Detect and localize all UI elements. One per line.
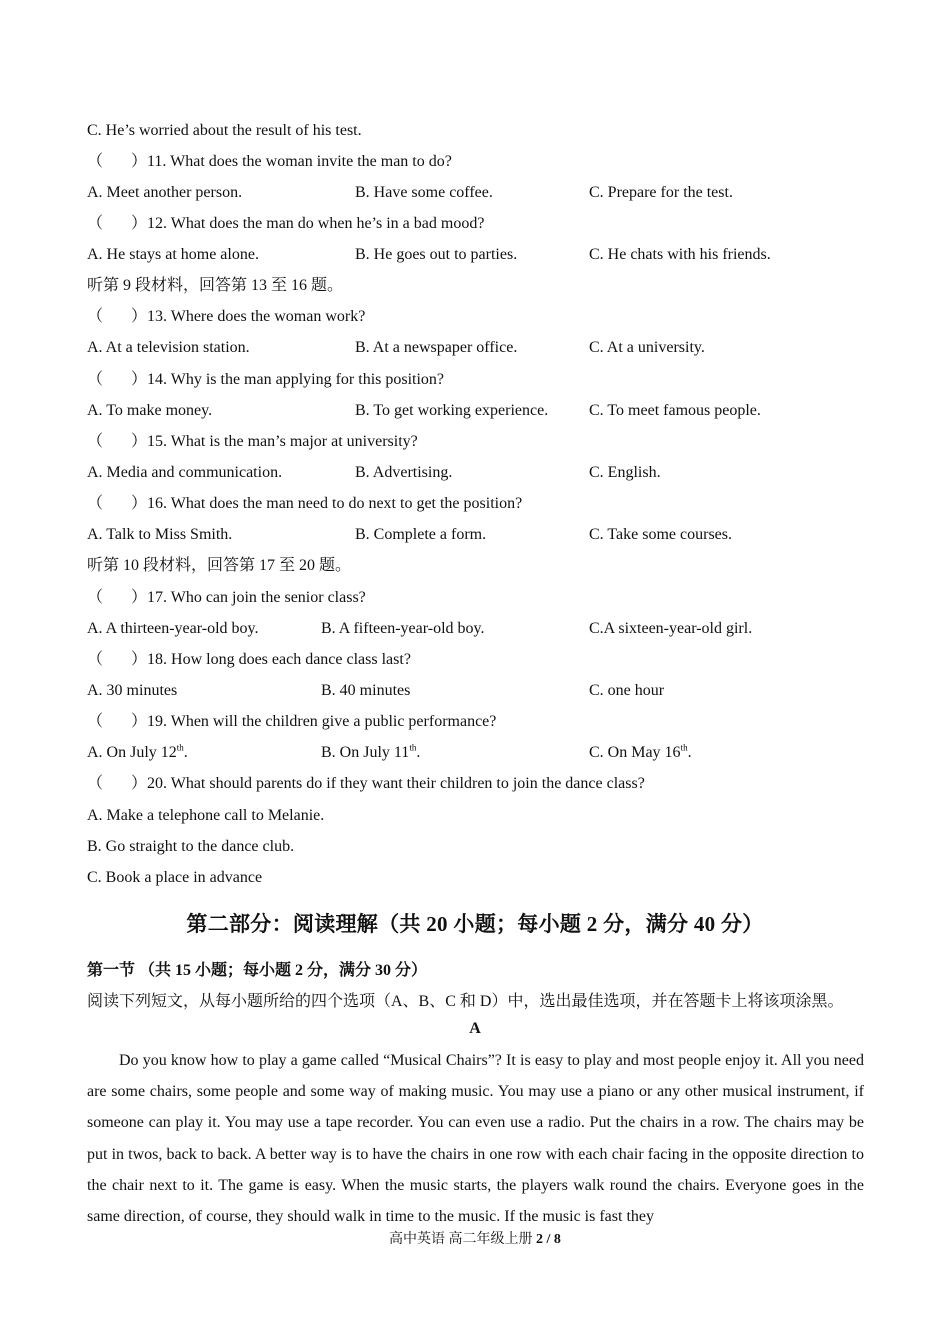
reading-instruction: 阅读下列短文，从每小题所给的四个选项（A、B、C 和 D）中，选出最佳选项，并在答题卡上将该项涂黑。 <box>87 993 844 1010</box>
question-17: （ ）17. Who can join the senior class? <box>87 589 366 606</box>
question-13: （ ）13. Where does the woman work? <box>87 308 366 325</box>
option-12a: A. He stays at home alone. <box>87 246 259 263</box>
option-20b: B. Go straight to the dance club. <box>87 838 295 855</box>
option-19c: C. On May 16th. <box>589 742 692 761</box>
passage-letter: A <box>469 1020 481 1037</box>
option-13a: A. At a television station. <box>87 339 250 356</box>
option-14b: B. To get working experience. <box>355 402 549 419</box>
option-15a: A. Media and communication. <box>87 464 283 481</box>
option-15b: B. Advertising. <box>355 464 453 481</box>
question-text: 14. Why is the man applying for this position? <box>147 371 445 388</box>
question-text: 20. What should parents do if they want their children to join the dance class? <box>147 775 645 792</box>
option-16a: A. Talk to Miss Smith. <box>87 526 233 543</box>
question-16: （ ）16. What does the man need to do next to get the position? <box>87 495 523 512</box>
question-12: （ ）12. What does the man do when he’s in a bad mood? <box>87 215 485 232</box>
option-19a: A. On July 12th. <box>87 742 188 761</box>
option-17a: A. A thirteen-year-old boy. <box>87 620 259 637</box>
question-18: （ ）18. How long does each dance class last? <box>87 651 411 668</box>
question-14: （ ）14. Why is the man applying for this position? <box>87 371 445 388</box>
line-c10: C. He’s worried about the result of his test. <box>87 122 362 139</box>
option-20a: A. Make a telephone call to Melanie. <box>87 807 325 824</box>
question-text: 15. What is the man’s major at university? <box>147 433 418 450</box>
question-text: 16. What does the man need to do next to get the position? <box>147 495 523 512</box>
question-19: （ ）19. When will the children give a public performance? <box>87 713 497 730</box>
option-14a: A. To make money. <box>87 402 213 419</box>
section1-heading: 第一节 （共 15 小题；每小题 2 分，满分 30 分） <box>87 962 428 979</box>
option-13b: B. At a newspaper office. <box>355 339 518 356</box>
question-20: （ ）20. What should parents do if they want their children to join the dance class? <box>87 775 645 792</box>
question-15: （ ）15. What is the man’s major at university? <box>87 433 418 450</box>
option-12c: C. He chats with his friends. <box>589 246 771 263</box>
option-16c: C. Take some courses. <box>589 526 732 543</box>
part2-title: 第二部分：阅读理解（共 20 小题；每小题 2 分，满分 40 分） <box>186 912 764 936</box>
option-17c: C.A sixteen-year-old girl. <box>589 620 753 637</box>
page-number: 2 / 8 <box>536 1232 561 1247</box>
option-12b: B. He goes out to parties. <box>355 246 518 263</box>
option-13c: C. At a university. <box>589 339 705 356</box>
option-16b: B. Complete a form. <box>355 526 487 543</box>
passage-text: Do you know how to play a game called “Musical Chairs”? It is easy to play and most people enjoy it. All you need are some chairs, some people and some way of making music. You may use a piano or any other musical instrument, if someone can play it. You may use a tape recorder. You can even use a radio. Put the chairs in a row. The chairs may be put in twos, back to back. A better way is to have the chairs in one row with each chair facing in the opposite direction to the chair next to it. The game is easy. When the music starts, the players walk round the chairs. Everyone goes in the same direction, of course, they should walk in time to the music. If the music is fast they <box>87 1052 864 1226</box>
option-11b: B. Have some coffee. <box>355 184 493 201</box>
section-heading-9: 听第 9 段材料，回答第 13 至 16 题。 <box>87 277 344 294</box>
option-17b: B. A fifteen-year-old boy. <box>321 620 485 637</box>
question-text: 17. Who can join the senior class? <box>147 589 366 606</box>
option-18a: A. 30 minutes <box>87 682 178 699</box>
question-text: 19. When will the children give a public performance? <box>147 713 497 730</box>
option-20c: C. Book a place in advance <box>87 869 263 886</box>
question-text: 13. Where does the woman work? <box>147 308 366 325</box>
option-18c: C. one hour <box>589 682 665 699</box>
option-11c: C. Prepare for the test. <box>589 184 733 201</box>
question-11: （ ）11. What does the woman invite the man to do? <box>87 153 452 170</box>
option-11a: A. Meet another person. <box>87 184 243 201</box>
page-footer <box>0 1228 950 1248</box>
option-14c: C. To meet famous people. <box>589 402 761 419</box>
option-19b: B. On July 11th. <box>321 742 421 761</box>
question-text: 18. How long does each dance class last? <box>147 651 411 668</box>
option-18b: B. 40 minutes <box>321 682 411 699</box>
footer-label: 高中英语 高二年级上册 <box>389 1232 537 1247</box>
section-heading-10: 听第 10 段材料，回答第 17 至 20 题。 <box>87 557 352 574</box>
question-text: 11. What does the woman invite the man to do? <box>147 153 452 170</box>
option-15c: C. English. <box>589 464 661 481</box>
question-text: 12. What does the man do when he’s in a bad mood? <box>147 215 485 232</box>
